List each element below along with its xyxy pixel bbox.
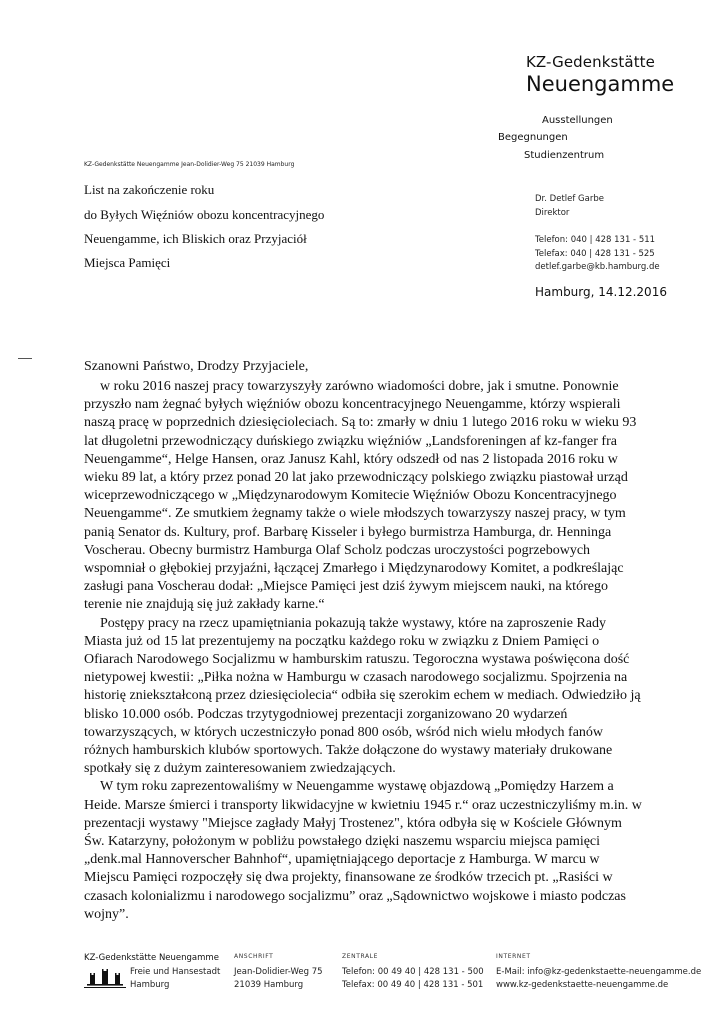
contact-role: Direktor — [535, 208, 570, 218]
footer-city-line: Hamburg — [130, 980, 170, 990]
body-paragraph: W tym roku zaprezentowaliśmy w Neuengamme wystawę objazdową „Pomiędzy Harzem a Heide. Marsze śmierci i transporty likwidacyjne w kwietniu 1945 r.“ oraz uczestniczyliśmy m.in. w prezentacji wystawy "Miejsce zagłady Małyj Trostenez", która odbyła się w Kościele Głównym Św. Katarzyny, położonym w pobliżu powstałego dzięki naszemu wsparciu miejsca pamięci „denk.mal Hannoverscher Bahnhof“, upamiętniającego deportacje z Hamburga. W marcu w Miejscu Pamięci rozpoczęły się dwa projekty, finansowane ze środków trzecich pt. „Rasiści w czasach kolonializmu i narodowego socjalizmu” oraz „Sądownictwo wojskowe i miasto podczas wojny”. — [84, 779, 642, 922]
footer-address — [234, 966, 323, 992]
contact-telefax: Telefax: 040 | 428 131 - 525 — [535, 249, 655, 259]
footer-central-phone: Telefon: 00 49 40 | 428 131 - 500 — [342, 967, 484, 977]
fold-mark — [18, 358, 32, 359]
letterhead-title-line1: KZ-Gedenkstätte — [526, 53, 655, 71]
footer-heading-address: ANSCHRIFT — [234, 953, 274, 960]
footer-central-fax: Telefax: 00 49 40 | 428 131 - 501 — [342, 980, 484, 990]
footer-central — [342, 966, 484, 992]
footer-address-line: Jean-Dolidier-Weg 75 — [234, 967, 323, 977]
footer-org-name: KZ-Gedenkstätte Neuengamme — [84, 953, 219, 963]
letter-body — [84, 378, 644, 924]
footer-heading-central: ZENTRALE — [342, 953, 379, 960]
recipient-line: Miejsca Pamięci — [84, 255, 171, 270]
salutation: Szanowni Państwo, Drodzy Przyjaciele, — [84, 359, 309, 374]
body-paragraph: w roku 2016 naszej pracy towarzyszyły zarówno wiadomości dobre, jak i smutne. Ponownie przyszło nam żegnać byłych więźniów obozu koncentracyjnego Neuengamme, którzy wspierali naszą pracę w poprzednich dziesięcioleciach. Są to: zmarły w dniu 1 lutego 2016 roku w wieku 93 lat długoletni przewodniczący duńskiego związku więźniów „Landsforeningen af kz-fanger fra Neuengamme“, Helge Hansen, oraz Janusz Kahl, który odszedł od nas 2 listopada 2016 roku w wieku 89 lat, a który przez ponad 20 lat jako przewodniczący polskiego związku piastował urząd wiceprzewodniczącego w „Międzynarodowym Komitecie Więźniów Obozu Koncentracyjnego Neuengamme“. Ze smutkiem żegnamy także o wiele młodszych towarzyszy naszej pracy, w tym panią Senator ds. Kultury, prof. Barbarę Kisseler i byłego burmistrza Hamburga, dr. Henninga Voscherau. Obecny burmistrz Hamburga Olaf Scholz podczas uroczystości pogrzebowych wspomniał o głębokiej przyjaźni, łączącej Zmarłego i Międzynarodowy Komitet, a podkreślając zasługi pana Voscherau dodał: „Miejsce Pamięci jest dziś żywym miejscem nauki, na którego terenie nie znajdują się już zakłady karne.“ — [84, 379, 637, 613]
letter-date: Hamburg, 14.12.2016 — [535, 285, 667, 299]
letterhead-tagline: Begegnungen — [498, 132, 568, 143]
sender-return-address: KZ-Gedenkstätte Neuengamme Jean-Dolidier-Weg 75 21039 Hamburg — [84, 161, 295, 168]
recipient-line: Neuengamme, ich Bliskich oraz Przyjaciół — [84, 231, 307, 246]
letterhead-title-line2: Neuengamme — [526, 72, 675, 96]
contact-email[interactable]: detlef.garbe@kb.hamburg.de — [535, 262, 660, 272]
contact-telefon: Telefon: 040 | 428 131 - 511 — [535, 235, 656, 245]
letterhead-tagline: Ausstellungen — [542, 115, 613, 126]
footer-email[interactable]: E-Mail: info@kz-gedenkstaette-neuengamme.de — [496, 967, 702, 977]
footer-city-line: Freie und Hansestadt — [130, 967, 221, 977]
recipient-line: List na zakończenie roku — [84, 182, 215, 197]
footer-website[interactable]: www.kz-gedenkstaette-neuengamme.de — [496, 980, 669, 990]
letterhead-tagline: Studienzentrum — [524, 150, 605, 161]
footer-city — [130, 966, 220, 992]
recipient-line: do Byłych Więźniów obozu koncentracyjnego — [84, 207, 325, 222]
contact-name: Dr. Detlef Garbe — [535, 194, 604, 204]
footer-address-line: 21039 Hamburg — [234, 980, 304, 990]
footer-internet — [496, 966, 701, 992]
hamburg-castle-emblem-icon — [84, 966, 126, 992]
footer-heading-internet: INTERNET — [496, 953, 531, 960]
body-paragraph: Postępy pracy na rzecz upamiętniania pokazują także wystawy, które na zaproszenie Rady Miasta już od 15 lat prezentujemy na początku każdego roku w związku z Dniem Pamięci o Ofiarach Narodowego Socjalizmu w hamburskim ratuszu. Tegoroczna wystawa poświęcona dość nietypowej kwestii: „Piłka nożna w Hamburgu w czasach narodowego socjalizmu. Spojrzenia na historię zniekształconą przez dziesięciolecia“ odbiła się szerokim echem w mediach. Odwiedziło ją blisko 10.000 osób. Podczas trzytygodniowej prezentacji zorganizowano 20 wydarzeń towarzyszących, w których uczestniczyło ponad 800 osób, wśród nich wielu młodych fanów różnych hamburskich klubów sportowych. Także dołączone do wystawy materiały drukowane spotkały się z dużym zainteresowaniem zwiedzających. — [84, 615, 641, 777]
